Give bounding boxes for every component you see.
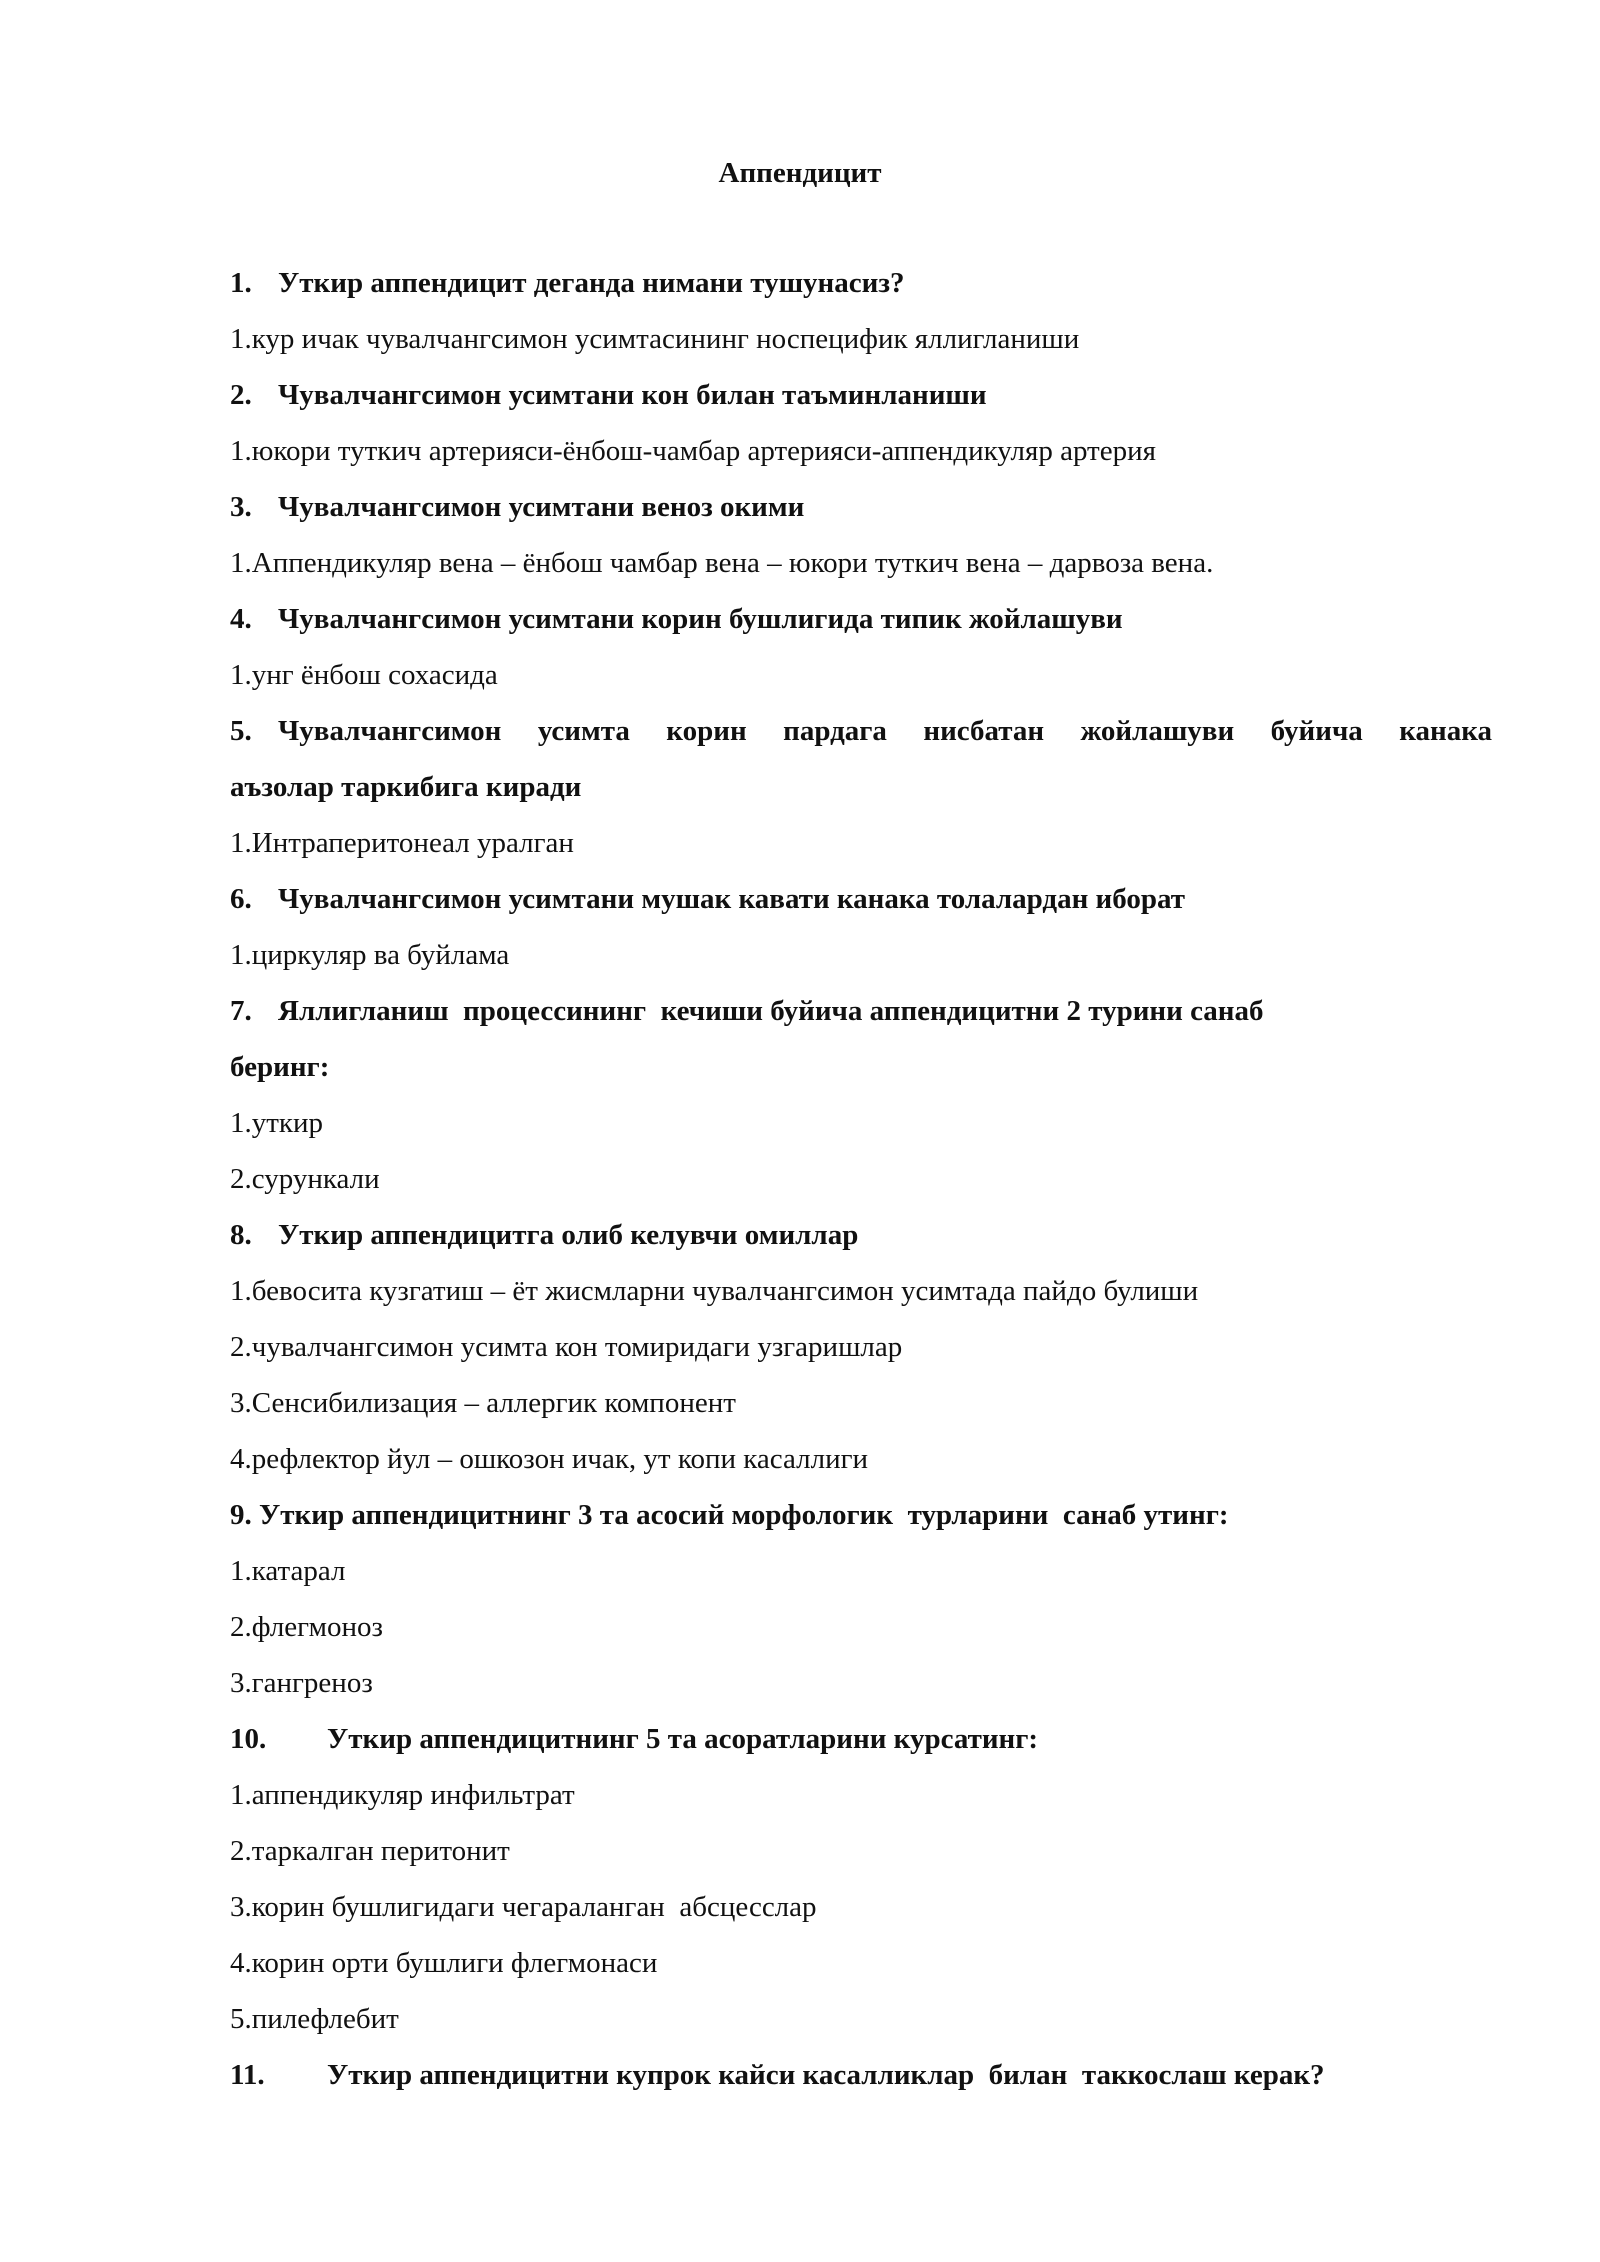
- question-text: Уткир аппендицитни купрок кайси касалликлар билан таккослаш керак?: [327, 2059, 1325, 2091]
- question-text: Уткир аппендицитнинг 3 та асосий морфологик турларини санаб утинг:: [259, 1499, 1229, 1531]
- question-1: [230, 263, 905, 303]
- answer-8-2: 2.чувалчангсимон усимта кон томиридаги узгаришлар: [230, 1331, 903, 1363]
- answer-8-1: 1.бевосита кузгатиш – ёт жисмларни чувалчангсимон усимтада пайдо булиши: [230, 1275, 1199, 1307]
- question-number: 9.: [230, 1499, 252, 1531]
- question-text-line-1: Чувалчангсимон усимта корин пардага нисбатан жойлашуви буйича канака: [278, 715, 1492, 747]
- question-5-line-2: аъзолар таркибига киради: [230, 771, 582, 803]
- question-5: [230, 711, 1492, 751]
- question-8: [230, 1215, 858, 1255]
- answer-10-5: 5.пилефлебит: [230, 2003, 399, 2035]
- answer-8-3: 3.Сенсибилизация – аллергик компонент: [230, 1387, 736, 1419]
- question-2: [230, 375, 987, 415]
- question-number: 2.: [230, 379, 252, 411]
- question-number: 3.: [230, 491, 252, 523]
- answer-7-1: 1.уткир: [230, 1107, 324, 1139]
- answer-1-1: 1.кур ичак чувалчангсимон усимтасининг носпецифик яллигланиши: [230, 323, 1080, 355]
- answer-10-1: 1.аппендикуляр инфильтрат: [230, 1779, 575, 1811]
- question-number: 6.: [230, 883, 252, 915]
- question-text: Чувалчангсимон усимтани корин бушлигида типик жойлашуви: [278, 603, 1123, 635]
- answer-4-1: 1.унг ёнбош сохасида: [230, 659, 498, 691]
- question-number: 4.: [230, 603, 252, 635]
- question-number: 5.: [230, 715, 252, 747]
- answer-10-3: 3.корин бушлигидаги чегараланган абсцесслар: [230, 1891, 817, 1923]
- question-7-line-2: беринг:: [230, 1051, 330, 1083]
- answer-9-1: 1.катарал: [230, 1555, 346, 1587]
- question-text: Чувалчангсимон усимтани веноз окими: [278, 491, 805, 523]
- question-number: 10.: [230, 1723, 267, 1755]
- answer-9-3: 3.гангреноз: [230, 1667, 373, 1699]
- question-text: Уткир аппендицитнинг 5 та асоратларини курсатинг:: [327, 1723, 1039, 1755]
- answer-6-1: 1.циркуляр ва буйлама: [230, 939, 510, 971]
- document-title: Аппендицит: [718, 157, 882, 189]
- answer-8-4: 4.рефлектор йул – ошкозон ичак, ут копи касаллиги: [230, 1443, 868, 1475]
- answer-10-4: 4.корин орти бушлиги флегмонаси: [230, 1947, 658, 1979]
- question-text: Уткир аппендицит деганда нимани тушунасиз?: [278, 267, 905, 299]
- question-11: [230, 2055, 1325, 2095]
- answer-2-1: 1.юкори туткич артерияси-ёнбош-чамбар артерияси-аппендикуляр артерия: [230, 435, 1156, 467]
- question-7: [230, 991, 1264, 1031]
- answer-10-2: 2.таркалган перитонит: [230, 1835, 510, 1867]
- question-number: 8.: [230, 1219, 252, 1251]
- answer-7-2: 2.сурункали: [230, 1163, 380, 1195]
- question-number: 7.: [230, 995, 252, 1027]
- question-number: 1.: [230, 267, 252, 299]
- question-10: [230, 1719, 1038, 1759]
- question-text: Чувалчангсимон усимтани мушак кавати канака толалардан иборат: [278, 883, 1186, 915]
- answer-9-2: 2.флегмоноз: [230, 1611, 384, 1643]
- answer-3-1: 1.Аппендикуляр вена – ёнбош чамбар вена – юкори туткич вена – дарвоза вена.: [230, 547, 1214, 579]
- question-text: Чувалчангсимон усимтани кон билан таъминланиши: [278, 379, 987, 411]
- question-6: [230, 879, 1185, 919]
- answer-5-1: 1.Интраперитонеал уралган: [230, 827, 574, 859]
- question-text: Уткир аппендицитга олиб келувчи омиллар: [278, 1219, 859, 1251]
- question-4: [230, 599, 1123, 639]
- question-text-line-1: Яллигланиш процессининг кечиши буйича аппендицитни 2 турини санаб: [278, 995, 1264, 1027]
- question-3: [230, 487, 804, 527]
- question-9: [230, 1495, 1229, 1535]
- question-number: 11.: [230, 2059, 265, 2091]
